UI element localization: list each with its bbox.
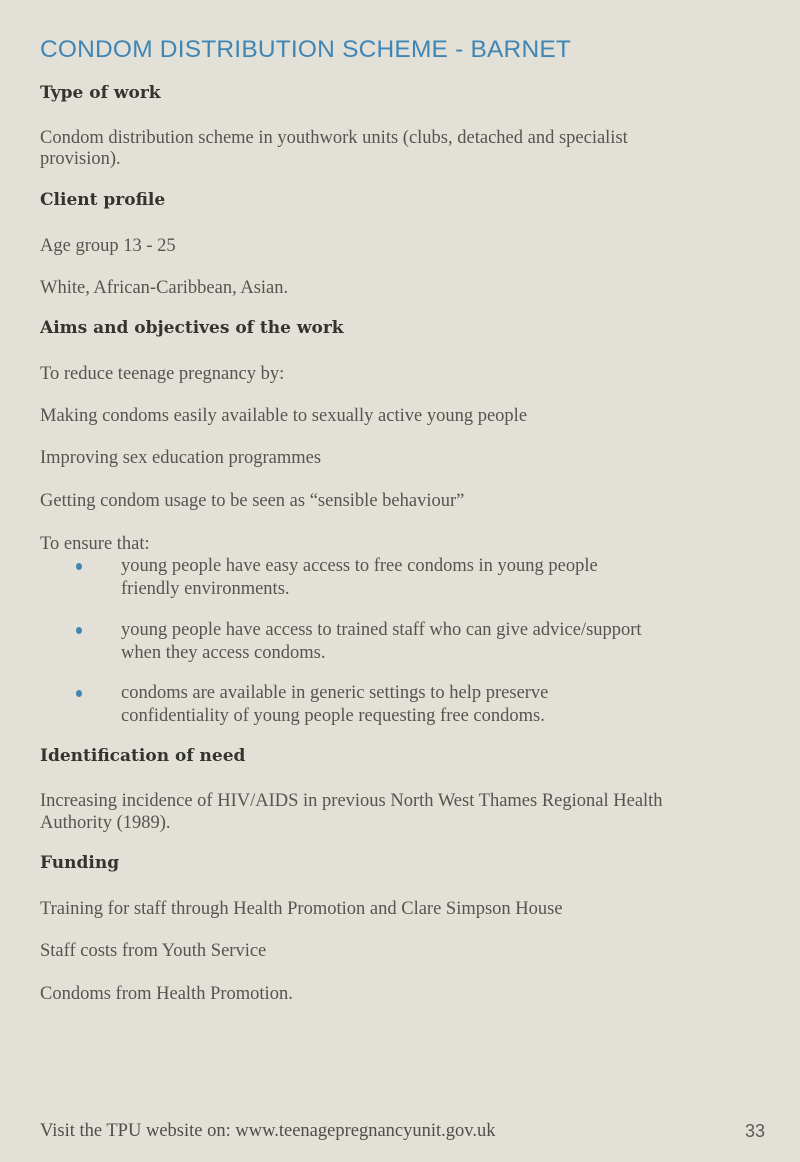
aims-item: Improving sex education programmes — [40, 448, 322, 468]
footer-website-note: Visit the TPU website on: www.teenagepregnancyunit.gov.uk — [40, 1121, 496, 1141]
bullet-text-line-1: young people have easy access to free condoms in young people — [121, 556, 598, 576]
bullet-text-line-2: when they access condoms. — [121, 643, 326, 663]
funding-item: Condoms from Health Promotion. — [40, 984, 293, 1004]
funding-item: Staff costs from Youth Service — [40, 941, 267, 961]
page-number: 33 — [745, 1121, 766, 1141]
aims-ensure: To ensure that: — [40, 534, 150, 554]
aims-item: Making condoms easily available to sexually active young people — [40, 406, 528, 426]
bullet-dot-icon — [76, 563, 82, 570]
funding-item: Training for staff through Health Promotion and Clare Simpson House — [40, 899, 563, 919]
type-of-work-line-2: provision). — [40, 149, 121, 169]
bullet-dot-icon — [76, 690, 82, 697]
need-line-2: Authority (1989). — [40, 813, 171, 833]
heading-client-profile: Client profile — [40, 190, 166, 210]
heading-type-of-work: Type of work — [40, 83, 161, 103]
client-profile-age: Age group 13 - 25 — [40, 236, 176, 256]
bullet-text-line-2: friendly environments. — [121, 579, 290, 599]
bullet-dot-icon — [76, 627, 82, 634]
page-title: CONDOM DISTRIBUTION SCHEME - BARNET — [40, 36, 572, 63]
bullet-text-line-1: young people have access to trained staff who can give advice/support — [121, 620, 642, 640]
type-of-work-line-1: Condom distribution scheme in youthwork units (clubs, detached and specialist — [40, 128, 628, 148]
bullet-text-line-2: confidentiality of young people requesting free condoms. — [121, 706, 545, 726]
bullet-text-line-1: condoms are available in generic settings to help preserve — [121, 683, 549, 703]
client-profile-ethnicity: White, African-Caribbean, Asian. — [40, 278, 289, 298]
heading-identification-of-need: Identification of need — [40, 746, 246, 766]
need-line-1: Increasing incidence of HIV/AIDS in previous North West Thames Regional Health — [40, 791, 663, 811]
heading-aims: Aims and objectives of the work — [40, 318, 344, 338]
aims-item: Getting condom usage to be seen as “sensible behaviour” — [40, 491, 465, 511]
heading-funding: Funding — [40, 853, 120, 873]
aims-intro: To reduce teenage pregnancy by: — [40, 364, 285, 384]
